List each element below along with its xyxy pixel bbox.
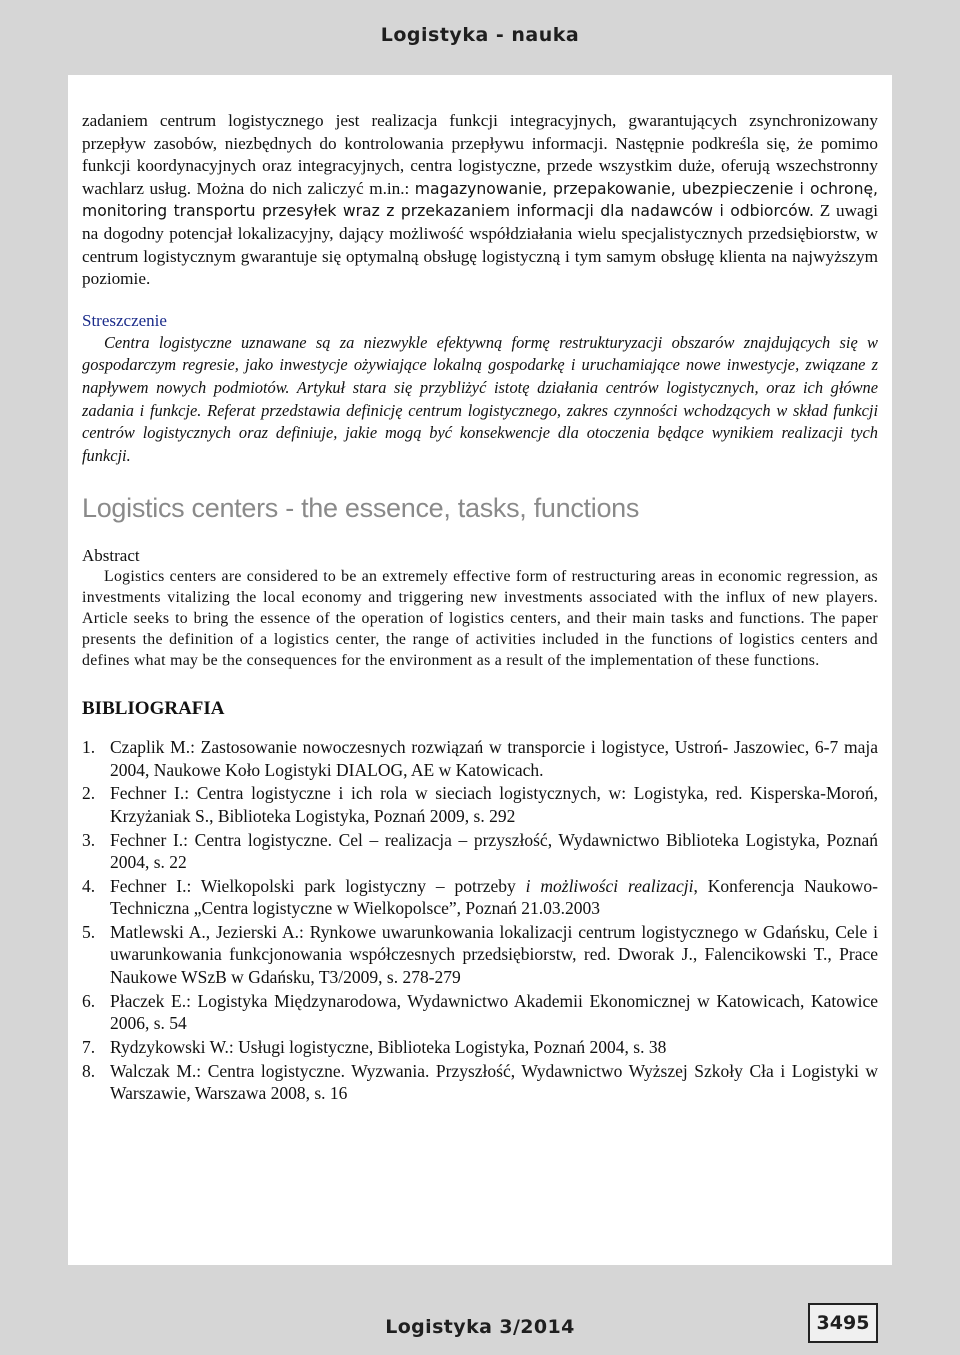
reference-text: Rydzykowski W.: Usługi logistyczne, Biblioteka Logistyka, Poznań 2004, s. 38 (110, 1036, 667, 1057)
reference-text: Czaplik M.: Zastosowanie nowoczesnych rozwiązań w transporcie i logistyce, Ustroń- Jaszowiec, 6-7 maja 2004, Naukowe Koło Logistyki DIALOG, AE w Katowicach. (110, 737, 878, 780)
reference-text: Walczak M.: Centra logistyczne. Wyzwania. Przyszłość, Wydawnictwo Wyższej Szkoły Cła i Logistyki w Warszawie, Warszawa 2008, s. 16 (110, 1060, 878, 1103)
bibliography-heading: BIBLIOGRAFIA (82, 698, 225, 720)
left-margin-band (0, 75, 68, 1355)
intro-text-3: Z uwagi na dogodny potencjał lokalizacyjny, dający możliwość współdziałania wielu specjalistycznych przedsiębiorstw, w centrum logistycznym gwarantuje się optymalną obsługę logistyczną i tym samym obsługę klienta na najwyższym poziomie. (82, 201, 879, 289)
article-title: Logistics centers - the essence, tasks, functions (82, 493, 640, 524)
reference-text: Płaczek E.: Logistyka Międzynarodowa, Wydawnictwo Akademii Ekonomicznej w Katowicach, Katowice 2006, s. 54 (110, 990, 878, 1033)
reference-number: 1. (82, 737, 96, 758)
reference-number: 2. (82, 783, 96, 804)
reference-item (82, 1060, 878, 1105)
intro-paragraph (82, 110, 878, 291)
reference-number: 5. (82, 922, 96, 943)
article-content (82, 110, 878, 1106)
reference-number: 3. (82, 829, 96, 850)
reference-item (82, 921, 878, 988)
reference-text-b: , Konferencja Naukowo-Techniczna „Centra logistyczne w Wielkopolsce”, Poznań 21.03.2003 (110, 875, 878, 919)
reference-text: Fechner I.: Centra logistyczne. Cel – realizacja – przyszłość, Wydawnictwo Biblioteka Logistyka, Poznań 2004, s. 22 (110, 829, 878, 872)
streszczenie-body: Centra logistyczne uznawane są za niezwykle efektywną formę restrukturyzacji obszarów znajdujących się w gospodarczym regresie, jako inwestycje ożywiające lokalną gospodarkę i uruchamiające nowe inwestycje, związane z napływem nowych podmiotów. Artykuł stara się przybliżyć istotę działania centrów logistycznych, oraz ich główne zadania i funkcje. Referat przedstawia definicję centrum logistycznego, zakres czynności wchodzących w skład funkcji centrów logistycznych oraz definiuje, jakie mogą być konsekwencje dla otoczenia będące wynikiem realizacji tych funkcji. (82, 332, 878, 465)
reference-item (82, 875, 878, 920)
reference-item (82, 829, 878, 874)
streszczenie-heading: Streszczenie (82, 310, 167, 330)
reference-item (82, 736, 878, 781)
reference-text-a: Fechner I.: Wielkopolski park logistyczny – potrzeby (110, 875, 526, 896)
reference-number: 4. (82, 875, 96, 896)
journal-issue-label: Logistyka 3/2014 (385, 1316, 575, 1338)
reference-item (82, 990, 878, 1035)
running-header: Logistyka - nauka (380, 24, 580, 46)
bibliography-list (82, 736, 878, 1104)
intro-text-2: magazynowanie, przepakowanie, ubezpieczenie i ochronę, monitoring transportu przesyłek wraz z przekazaniem informacji dla nadawców i odbiorców. (82, 179, 878, 221)
reference-number: 8. (82, 1060, 96, 1081)
reference-number: 7. (82, 1036, 96, 1057)
reference-text-italic: i możliwości realizacji (525, 875, 694, 896)
reference-item (82, 782, 878, 827)
reference-number: 6. (82, 990, 96, 1011)
abstract-heading: Abstract (82, 546, 140, 566)
intro-text-1: zadaniem centrum logistycznego jest realizacja funkcji integracyjnych, gwarantujących zsynchronizowany przepływ zasobów, niezbędnych do kontrolowania przepływu informacji. Następnie podkreśla się, że pomimo funkcji koordynacyjnych oraz integracyjnych, centra logistyczne, przede wszystkim duże, oferują wszechstronny wachlarz usług. Można do nich zaliczyć m.in.: (82, 111, 878, 198)
reference-item (82, 1036, 878, 1058)
right-margin-band (892, 75, 960, 1355)
reference-text: Matlewski A., Jezierski A.: Rynkowe uwarunkowania lokalizacji centrum logistycznego w Gdańsku, Cele i uwarunkowania funkcjonowania współczesnych przedsiębiorstw, red. Dworak J., Falencikowski T., Prace Naukowe WSzB w Gdańsku, T3/2009, s. 278-279 (110, 922, 878, 987)
abstract-body: Logistics centers are considered to be an extremely effective form of restructuring areas in economic regression, as investments vitalizing the local economy and triggering new investments associated with the influx of new players. Article seeks to bring the essence of the operation of logistics centers, and their main tasks and functions. The paper presents the definition of a logistics center, the range of activities included in the functions of logistics centers and defines what may be the consequences for the environment as a result of the implementation of these functions. (82, 568, 878, 669)
page-number: 3495 (808, 1303, 878, 1343)
reference-text: Fechner I.: Centra logistyczne i ich rola w sieciach logistycznych, w: Logistyka, red. Kisperska-Moroń, Krzyżaniak S., Biblioteka Logistyka, Poznań 2009, s. 292 (110, 783, 878, 826)
